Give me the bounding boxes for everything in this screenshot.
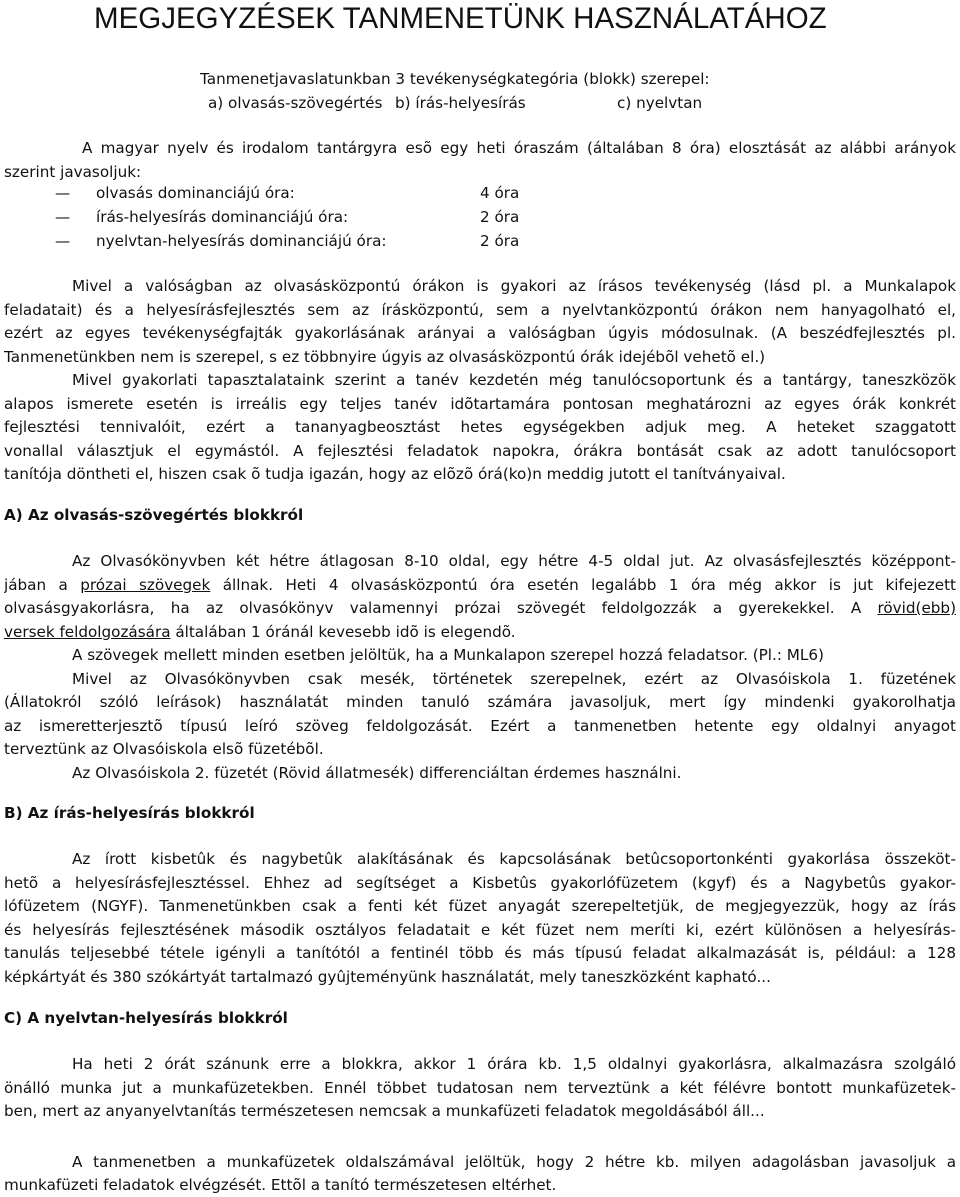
para3-line: tanítója döntheti el, hiszen csak õ tudja igazán, hogy az elõzõ órá(ko)n meddig jutott el tanítványaival.: [4, 465, 786, 483]
ratio-label: írás-helyesírás dominanciájú óra:: [96, 208, 349, 226]
section-b-heading: B) Az írás-helyesírás blokkról: [4, 804, 255, 822]
section-c-line: Ha heti 2 órát szánunk erre a blokkra, akkor 1 órára kb. 1,5 oldalnyi gyakorlásra, alkalmazásra szolgáló: [72, 1055, 956, 1073]
page-title: MEGJEGYZÉSEK TANMENETÜNK HASZNÁLATÁHOZ: [94, 2, 827, 35]
section-a-line: A szövegek mellett minden esetben jelöltük, ha a Munkalapon szerepel hozzá feladatsor. (Pl.: ML6): [72, 646, 824, 664]
para2-line: Mivel a valóságban az olvasásközpontú órákon is gyakori az írásos tevékenység (lásd pl. a Munkalapok: [72, 277, 956, 295]
section-a-line: Mivel az Olvasókönyvben csak mesék, történetek szerepelnek, ezért az Olvasóiskola 1. füzetének: [72, 670, 956, 688]
section-c-line: ben, mert az anyanyelvtanítás természetesen nemcsak a munkafüzeti feladatok megoldásából áll...: [4, 1102, 765, 1120]
ratio-label: olvasás dominanciájú óra:: [96, 184, 295, 202]
short-poems-link: rövid(ebb): [877, 599, 956, 617]
para2-line: feladatait) és a helyesírásfejlesztés sem az írásközpontú, sem a nyelvtanközpontú órákon nem hanyagolható el,: [4, 301, 956, 319]
block-b-label: b) írás-helyesírás: [395, 94, 526, 112]
para2-line: Tanmenetünkben nem is szerepel, s ez többnyire úgyis az olvasásközpontú órák idejébõl vehetõ el.): [4, 348, 766, 366]
section-a-line: terveztünk az Olvasóiskola elsõ füzetébõl.: [4, 740, 324, 758]
section-a-line: (Állatokról szóló leírások) használatát minden tanuló számára javasoljuk, mert így mindenki gyakorolhatja: [4, 693, 956, 711]
block-c-label: c) nyelvtan: [617, 94, 703, 112]
para1-line: szerint javasoljuk:: [4, 163, 142, 181]
section-b-line: Az írott kisbetûk és nagybetûk alakításának és kapcsolásának betûcsoportonkénti gyakorlása összeköt-: [72, 850, 956, 868]
ratio-label: nyelvtan-helyesírás dominanciájú óra:: [96, 232, 387, 250]
section-c-heading: C) A nyelvtan-helyesírás blokkról: [4, 1009, 288, 1027]
section-b-line: tanulás teljesebbé tétele igényli a tanítótól a fentinél több és más típusú feladat alkalmazását is, például: a 128: [4, 944, 956, 962]
prose-texts-link: prózai szövegek: [80, 576, 211, 594]
para3-line: vonallal választjuk el egymástól. A fejlesztési feladatok napokra, órákra bontását csak az adott tanulócsoport: [4, 442, 956, 460]
section-b-line: képkártyát és 380 szókártyát tartalmazó gyûjteményünk használatát, mely taneszközként kapható...: [4, 968, 771, 986]
section-b-line: lófüzetem (NGYF). Tanmenetünkben csak a fenti két füzet anyagát szerepeltetjük, de megjegyezzük, hogy az írás: [4, 897, 956, 915]
section-b-line: és helyesírás fejlesztésének második osztályos feladatait e két füzet nem meríti ki, ezért különösen a helyesírás-: [4, 921, 956, 939]
dash-icon: —: [55, 208, 71, 226]
para2-line: ezért az egyes tevékenységfajták gyakorlásának arányai a valóságban úgyis módosulnak. (A beszédfejlesztés pl.: [4, 324, 956, 342]
closing-line: A tanmenetben a munkafüzetek oldalszámával jelöltük, hogy 2 hétre kb. milyen adagolásban javasoljuk a: [72, 1153, 956, 1171]
para3-line: fejlesztési tennivalóit, ezért a tananyagbeosztást hetes egységekben adjuk meg. A heteket szaggatott: [4, 418, 956, 436]
para3-line: alapos ismerete esetén is irreális egy teljes tanév idõtartamára pontosan meghatározni az egyes órák konkrét: [4, 395, 956, 413]
section-a-line: az ismeretterjesztõ típusú leíró szöveg feldolgozását. Ezért a tanmenetben hetente egy oldalnyi anyagot: [4, 717, 956, 735]
section-a-line: jában a prózai szövegek állnak. Heti 4 olvasásközpontú óra esetén legalább 1 óra még akkor is jut kifejezett: [4, 576, 956, 594]
section-a-line: Az Olvasóiskola 2. füzetét (Rövid állatmesék) differenciáltan érdemes használni.: [72, 764, 682, 782]
ratio-value: 2 óra: [480, 232, 520, 250]
intro-line: Tanmenetjavaslatunkban 3 tevékenységkategória (blokk) szerepel:: [200, 70, 710, 88]
block-a-label: a) olvasás-szövegértés: [208, 94, 383, 112]
section-a-line: versek feldolgozására általában 1 óránál kevesebb idõ is elegendõ.: [4, 623, 516, 641]
para3-line: Mivel gyakorlati tapasztalataink szerint a tanév kezdetén még tanulócsoportunk és a tantárgy, taneszközök: [72, 371, 956, 389]
section-a-line: olvasásgyakorlásra, ha az olvasókönyv valamennyi prózai szövegét feldolgozzák a gyerekekkel. A rövid(ebb): [4, 599, 956, 617]
section-a-heading: A) Az olvasás-szövegértés blokkról: [4, 506, 304, 524]
dash-icon: —: [55, 232, 71, 250]
section-a-line: Az Olvasókönyvben két hétre átlagosan 8-10 oldal, egy hétre 4-5 oldal jut. Az olvasásfejlesztés középpont-: [72, 552, 956, 570]
dash-icon: —: [55, 184, 71, 202]
section-c-line: önálló munka jut a munkafüzetekben. Ennél többet tudatosan nem terveztünk a két félévre bontott munkafüzetek-: [4, 1079, 956, 1097]
ratio-value: 2 óra: [480, 208, 520, 226]
closing-line: munkafüzeti feladatok elvégzését. Ettõl a tanító természetesen eltérhet.: [4, 1176, 557, 1194]
section-b-line: hetõ a helyesírásfejlesztéssel. Ehhez ad segítséget a Kisbetûs gyakorlófüzetem (kgyf) és a Nagybetûs gyakor-: [4, 874, 956, 892]
para1-line: A magyar nyelv és irodalom tantárgyra esõ egy heti óraszám (általában 8 óra) elosztását az alábbi arányok: [82, 139, 956, 157]
ratio-value: 4 óra: [480, 184, 520, 202]
